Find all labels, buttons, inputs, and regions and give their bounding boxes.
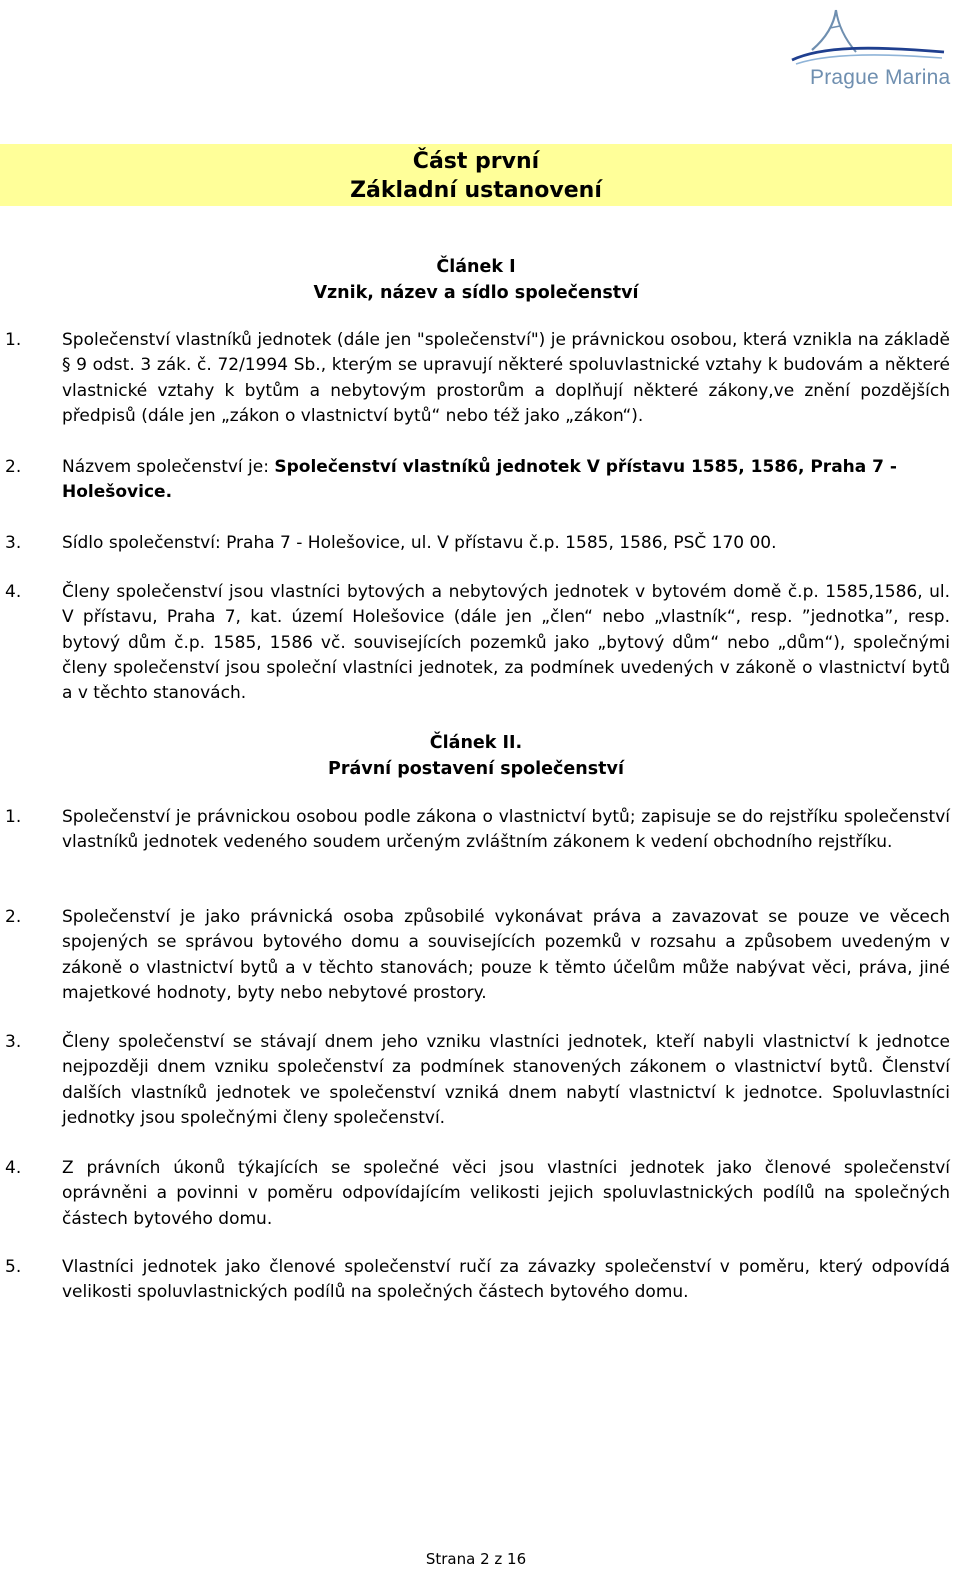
article-1-item-4: [5, 580, 950, 706]
prague-marina-logo: [782, 2, 952, 94]
item-text: Členy společenství jsou vlastníci bytových a nebytových jednotek v bytovém domě č.p. 1585,1586, ul. V přístavu, Praha 7, kat. území Holešovice (dále jen „člen“ nebo „vlastník“, resp. ”jednotka”, resp. bytový dům č.p. 1585, 1586 vč. souvisejících pozemků jako „bytový dům“ nebo „dům“), společnými členy společenství jsou společní vlastníci jednotek, za podmínek uvedených v zákoně o vlastnictví bytů a v těchto stanovách.: [62, 582, 950, 704]
item-text: Společenství vlastníků jednotek (dále jen "společenství") je právnickou osobou, která vznikla na základě § 9 odst. 3 zák. č. 72/1994 Sb., kterým se upravují některé spoluvlastnické vztahy k budovám a některé vlastnické vztahy k bytům a nebytovým prostorům a doplňují některé zákony,ve znění pozdějších předpisů (dále jen „zákon o vlastnictví bytů“ nebo též jako „zákon“).: [62, 330, 950, 426]
article-2-item-5: [5, 1255, 950, 1306]
page-number: Strana 2 z 16: [425, 1550, 527, 1568]
item-number: 5.: [5, 1257, 22, 1277]
item-number: 2.: [5, 907, 22, 927]
article-2-header: [0, 731, 952, 782]
item-number: 1.: [5, 330, 22, 350]
article-2-heading: Článek II.: [429, 733, 523, 753]
article-1-header: [0, 255, 952, 306]
article-1-item-3: [5, 531, 950, 556]
article-2-item-3: [5, 1030, 950, 1131]
item-number: 3.: [5, 533, 22, 553]
part-subtitle: Základní ustanovení: [350, 178, 602, 203]
article-2-item-4: [5, 1156, 950, 1232]
article-2-subheading: Právní postavení společenství: [328, 758, 624, 779]
item-number: 4.: [5, 582, 22, 602]
item-text-prefix: Názvem společenství je:: [62, 457, 275, 477]
item-number: 1.: [5, 807, 22, 827]
item-text: Společenství je jako právnická osoba způsobilé vykonávat práva a zavazovat se pouze ve věcech spojených se správou bytového domu a souvisejících pozemků v rozsahu a způsobem uvedeným v zákoně o vlastnictví bytů a v těchto stanovách; pouze k těmto účelům může nabývat věci, práva, jiné majetkové hodnoty, byty nebo nebytové prostory.: [62, 907, 950, 1003]
item-number: 2.: [5, 457, 22, 477]
item-text: Společenství je právnickou osobou podle zákona o vlastnictví bytů; zapisuje se do rejstříku společenství vlastníků jednotek vedeného soudem určeným zvláštním zákonem k vedení obchodního rejstříku.: [62, 807, 950, 853]
article-1-heading: Článek I: [436, 257, 516, 277]
article-1-subheading: Vznik, název a sídlo společenství: [313, 282, 639, 303]
article-2-item-1: [5, 805, 950, 856]
article-1-item-2: [5, 455, 950, 506]
item-text: Členy společenství se stávají dnem jeho vzniku vlastníci jednotek, kteří nabyli vlastnictví k jednotce nejpozději dnem vzniku společenství za podmínek stanovených zákonem o vlastnictví bytů. Členství dalších vlastníků jednotek ve společenství vzniká dnem nabytí vlastnictví k jednotce. Spoluvlastníci jednotky jsou společnými členy společenství.: [62, 1032, 950, 1128]
part-title: Část první: [412, 149, 540, 174]
item-number: 3.: [5, 1032, 22, 1052]
article-1-item-1: [5, 328, 950, 429]
item-text: Vlastníci jednotek jako členové společenství ručí za závazky společenství v poměru, který odpovídá velikosti spoluvlastnických podílů na společných částech bytového domu.: [62, 1257, 950, 1303]
item-text: Z právních úkonů týkajících se společné věci jsou vlastníci jednotek jako členové společenství oprávněni a povinni v poměru odpovídajícím velikosti jejich spoluvlastnických podílů na společných částech bytového domu.: [62, 1158, 950, 1229]
item-text: [62, 455, 950, 506]
article-2-item-2: [5, 905, 950, 1006]
item-number: 4.: [5, 1158, 22, 1178]
sailboat-icon: [782, 2, 952, 68]
item-text: Sídlo společenství: Praha 7 - Holešovice, ul. V přístavu č.p. 1585, 1586, PSČ 170 00.: [62, 533, 777, 553]
part-title-band: [0, 144, 952, 206]
community-name: Společenství vlastníků jednotek V přístavu 1585, 1586, Praha 7 - Holešovice.: [62, 457, 897, 503]
logo-text: Prague Marina: [810, 66, 951, 89]
